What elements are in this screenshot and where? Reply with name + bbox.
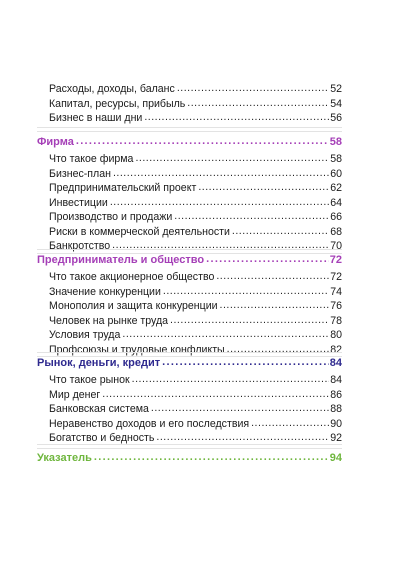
leader-dots	[163, 284, 329, 299]
leader-dots	[251, 416, 329, 431]
toc-entry-label: Бизнес-план	[49, 167, 111, 180]
toc-entry-page: 76	[330, 300, 342, 312]
leader-dots	[151, 401, 329, 416]
toc-section-page: 72	[329, 254, 342, 266]
leader-dots	[162, 354, 329, 371]
toc-entry-label: Капитал, ресурсы, прибыль	[49, 97, 186, 110]
toc-entry[interactable]	[37, 270, 342, 285]
toc-section-title: Фирма	[37, 136, 74, 148]
toc-entry-label: Профсоюзы и трудовые конфликты	[49, 343, 225, 356]
toc-entry[interactable]	[37, 373, 342, 388]
toc-entry-label: Инвестиции	[49, 196, 108, 209]
toc-entry-label: Человек на рынке труда	[49, 314, 169, 327]
toc-entry-label: Значение конкуренции	[49, 285, 161, 298]
toc-entry-label: Что такое фирма	[49, 153, 134, 165]
leader-dots	[170, 313, 329, 328]
toc-entry-label: Бизнес в наши дни	[49, 112, 143, 124]
toc-entry-label: Что такое рынок	[49, 374, 130, 386]
toc-entry-label: Риски в коммерческой деятельности	[49, 225, 230, 238]
leader-dots	[187, 96, 329, 111]
toc-entry[interactable]	[37, 181, 342, 196]
toc-entry[interactable]	[37, 285, 342, 300]
toc-section-title: Указатель	[37, 452, 92, 464]
toc-entry[interactable]	[37, 97, 342, 112]
toc-entry-page: 90	[330, 417, 342, 430]
toc-entry-page: 64	[330, 196, 342, 209]
toc-entry-page: 86	[330, 388, 342, 401]
toc-entry-page: 80	[330, 329, 342, 341]
toc-section-title: Рынок, деньги, кредит	[37, 357, 161, 369]
toc-entry-page: 56	[330, 112, 342, 124]
toc-entry-page: 88	[330, 403, 342, 415]
leader-dots	[110, 195, 329, 210]
toc-entry-label: Условия труда	[49, 329, 121, 341]
toc-entry[interactable]	[37, 196, 342, 211]
leader-dots	[132, 372, 330, 387]
toc-entry[interactable]	[37, 299, 342, 314]
leader-dots	[135, 151, 329, 166]
toc-section-firma	[37, 134, 342, 254]
toc-entry-page: 58	[330, 153, 342, 165]
leader-dots	[174, 209, 329, 224]
toc-entry-label: Предпринимательский проект	[49, 182, 197, 194]
leader-dots	[216, 269, 329, 284]
leader-dots	[113, 166, 329, 181]
toc-entry-label: Неравенство доходов и его последствия	[49, 417, 250, 430]
toc-entry-page: 78	[330, 314, 342, 327]
leader-dots	[177, 81, 329, 96]
toc-entry[interactable]	[37, 225, 342, 240]
toc-intro-section	[37, 82, 342, 126]
toc-entry[interactable]	[37, 152, 342, 167]
toc-entry-label: Что такое акционерное общество	[49, 271, 215, 283]
toc-entry[interactable]	[37, 314, 342, 329]
toc-entry-label: Расходы, доходы, баланс	[49, 83, 175, 95]
leader-dots	[76, 133, 329, 150]
toc-entry-label: Мир денег	[49, 388, 101, 401]
toc-section-heading[interactable]	[37, 252, 342, 269]
leader-dots	[198, 180, 329, 195]
toc-section-title: Предприниматель и общество	[37, 254, 205, 266]
toc-section-heading[interactable]	[37, 450, 342, 467]
toc-section-heading[interactable]	[37, 355, 342, 372]
toc-entry[interactable]	[37, 402, 342, 417]
toc-section-page: 58	[329, 136, 342, 148]
section-divider	[37, 127, 342, 132]
toc-entry-page: 62	[330, 182, 342, 194]
toc-entry[interactable]	[37, 82, 342, 97]
toc-entry[interactable]	[37, 111, 342, 126]
toc-entry-page: 74	[330, 285, 342, 298]
toc-entry-page: 70	[330, 240, 342, 252]
toc-entry-page: 72	[330, 271, 342, 283]
toc-entry-label: Производство и продажи	[49, 211, 173, 223]
toc-entry[interactable]	[37, 167, 342, 182]
toc-entry[interactable]	[37, 328, 342, 343]
toc-entry[interactable]	[37, 210, 342, 225]
toc-entry-label: Монополия и защита конкуренции	[49, 300, 218, 312]
toc-section-page: 94	[329, 452, 342, 464]
leader-dots	[94, 449, 329, 466]
toc-entry-page: 66	[330, 211, 342, 223]
toc-entry-label: Банковская система	[49, 403, 149, 415]
toc-entry[interactable]	[37, 388, 342, 403]
toc-entry-page: 54	[330, 97, 342, 110]
toc-entry-page: 52	[330, 83, 342, 95]
toc-entry-page: 82	[330, 343, 342, 356]
leader-dots	[206, 251, 329, 268]
leader-dots	[144, 110, 329, 125]
toc-section-page: 84	[329, 357, 342, 369]
toc-entry-page: 92	[330, 432, 342, 444]
toc-section-heading[interactable]	[37, 134, 342, 151]
toc-section-predprinimatel	[37, 252, 342, 357]
toc-entry-page: 68	[330, 225, 342, 238]
toc-section-ukazatel	[37, 450, 342, 468]
leader-dots	[156, 430, 329, 445]
toc-entry-page: 84	[330, 374, 342, 386]
leader-dots	[220, 298, 330, 313]
toc-section-rynok	[37, 355, 342, 446]
leader-dots	[122, 327, 329, 342]
toc-entry[interactable]	[37, 417, 342, 432]
leader-dots	[232, 224, 329, 239]
leader-dots	[102, 387, 329, 402]
toc-entry-page: 60	[330, 167, 342, 180]
toc-entry-label: Богатство и бедность	[49, 432, 155, 444]
toc-entry-label: Банкротство	[49, 240, 111, 252]
